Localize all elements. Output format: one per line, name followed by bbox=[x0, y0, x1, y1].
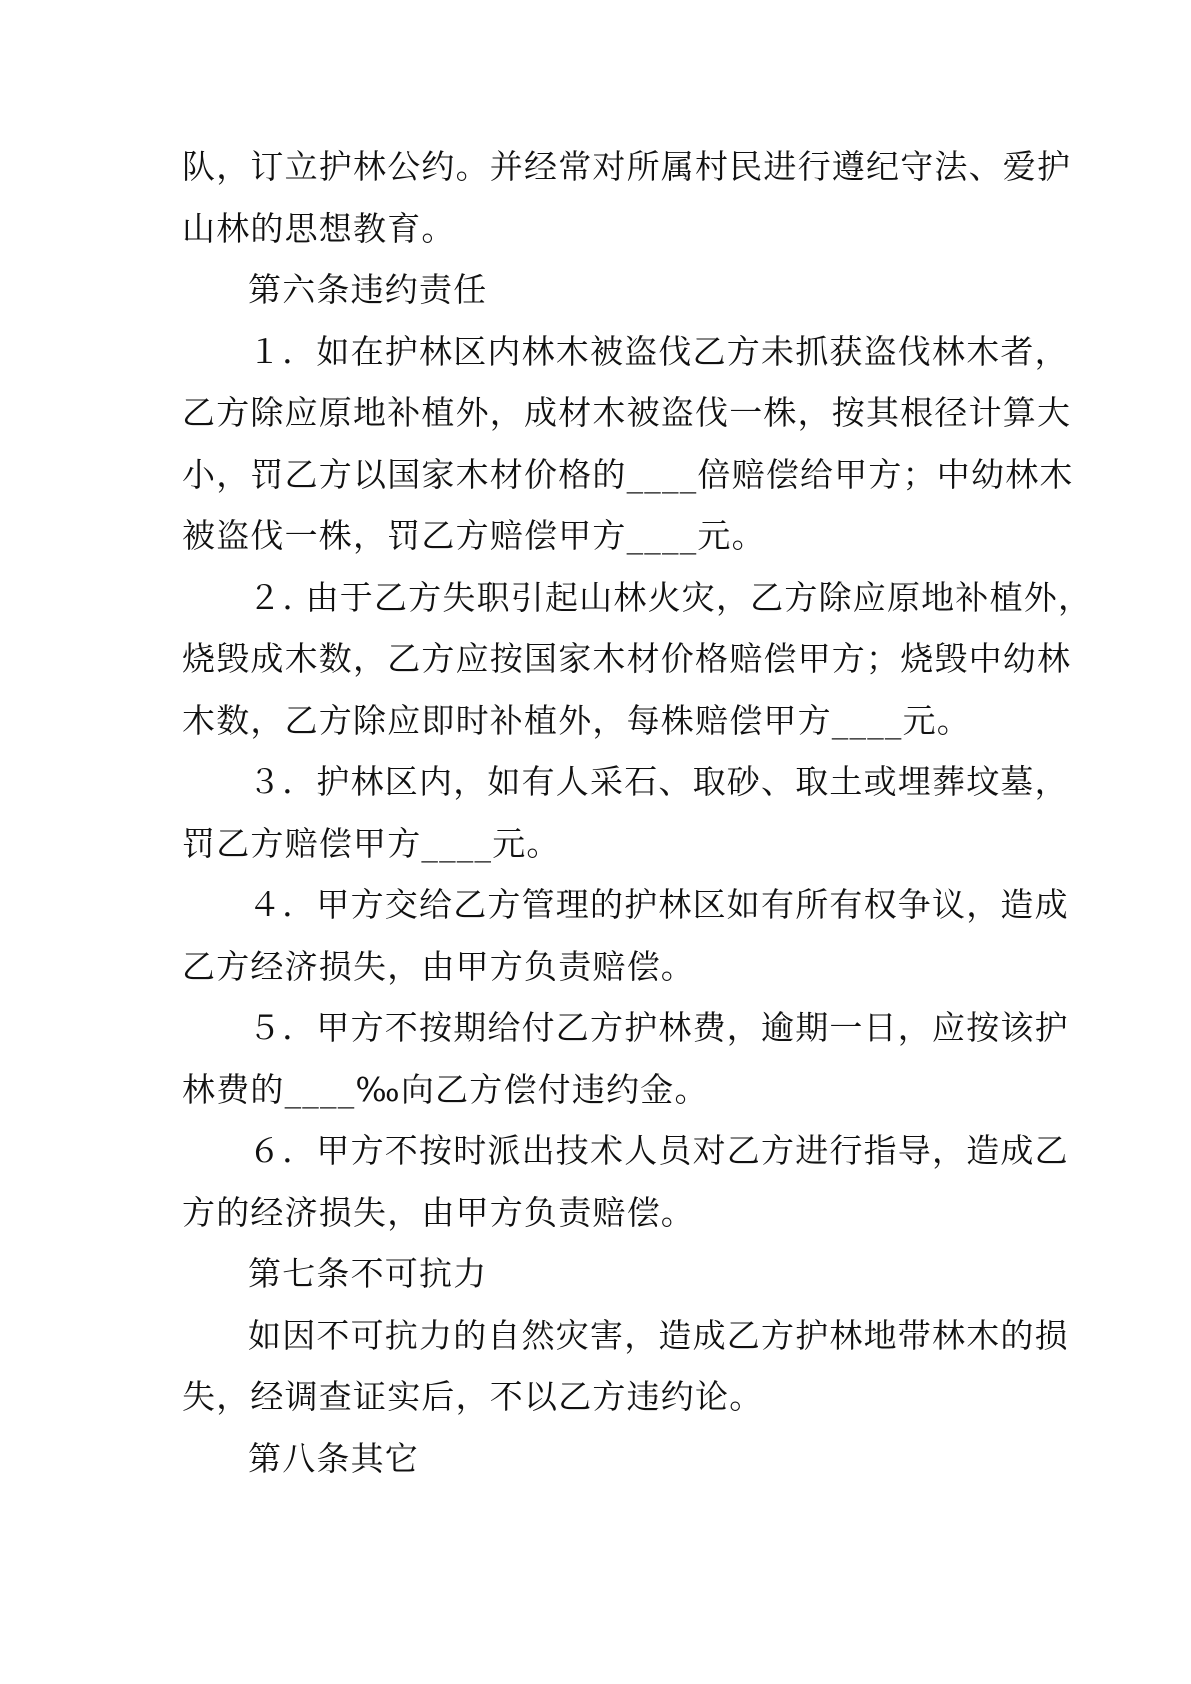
clause-line: ２. 由于乙方失职引起山林火灾，乙方除应原地补植外， bbox=[248, 577, 1093, 617]
clause-line: 烧毁成木数，乙方应按国家木材价格赔偿甲方；烧毁中幼林 bbox=[182, 639, 1072, 678]
article-heading: 第七条不可抗力 bbox=[248, 1254, 488, 1293]
article-heading: 第八条其它 bbox=[248, 1438, 419, 1478]
clause-line: 乙方经济损失，由甲方负责赔偿。 bbox=[182, 946, 695, 986]
clause-line: 小，罚乙方以国家木材价格的____倍赔偿给甲方；中幼林木 bbox=[182, 454, 1074, 494]
article-heading: 第六条违约责任 bbox=[248, 270, 488, 309]
clause-line: 被盗伐一株，罚乙方赔偿甲方____元。 bbox=[182, 516, 766, 555]
clause-line: ４．甲方交给乙方管理的护林区如有所有权争议，造成 bbox=[248, 885, 1069, 924]
paragraph-line: 队，订立护林公约。并经常对所属村民进行遵纪守法、爱护 bbox=[182, 147, 1072, 186]
clause-line: 罚乙方赔偿甲方____元。 bbox=[182, 823, 561, 863]
paragraph-line: 如因不可抗力的自然灾害，造成乙方护林地带林木的损 bbox=[248, 1315, 1069, 1355]
document-body bbox=[182, 136, 1093, 1489]
clause-line: 木数，乙方除应即时补植外，每株赔偿甲方____元。 bbox=[182, 700, 971, 740]
paragraph-line: 失，经调查证实后，不以乙方违约论。 bbox=[182, 1377, 764, 1416]
clause-line: ６．甲方不按时派出技术人员对乙方进行指导，造成乙 bbox=[248, 1131, 1069, 1170]
clause-line: 乙方除应原地补植外，成材木被盗伐一株，按其根径计算大 bbox=[182, 393, 1072, 432]
clause-line: １．如在护林区内林木被盗伐乙方未抓获盗伐林木者， bbox=[248, 331, 1069, 371]
clause-line: ３．护林区内，如有人采石、取砂、取土或埋葬坟墓， bbox=[248, 762, 1069, 801]
clause-line: 方的经济损失，由甲方负责赔偿。 bbox=[182, 1192, 695, 1232]
clause-line: ５．甲方不按期给付乙方护林费，逾期一日，应按该护 bbox=[248, 1008, 1069, 1047]
clause-line: 林费的____‰向乙方偿付违约金。 bbox=[182, 1069, 709, 1109]
paragraph-line: 山林的思想教育。 bbox=[182, 208, 456, 248]
